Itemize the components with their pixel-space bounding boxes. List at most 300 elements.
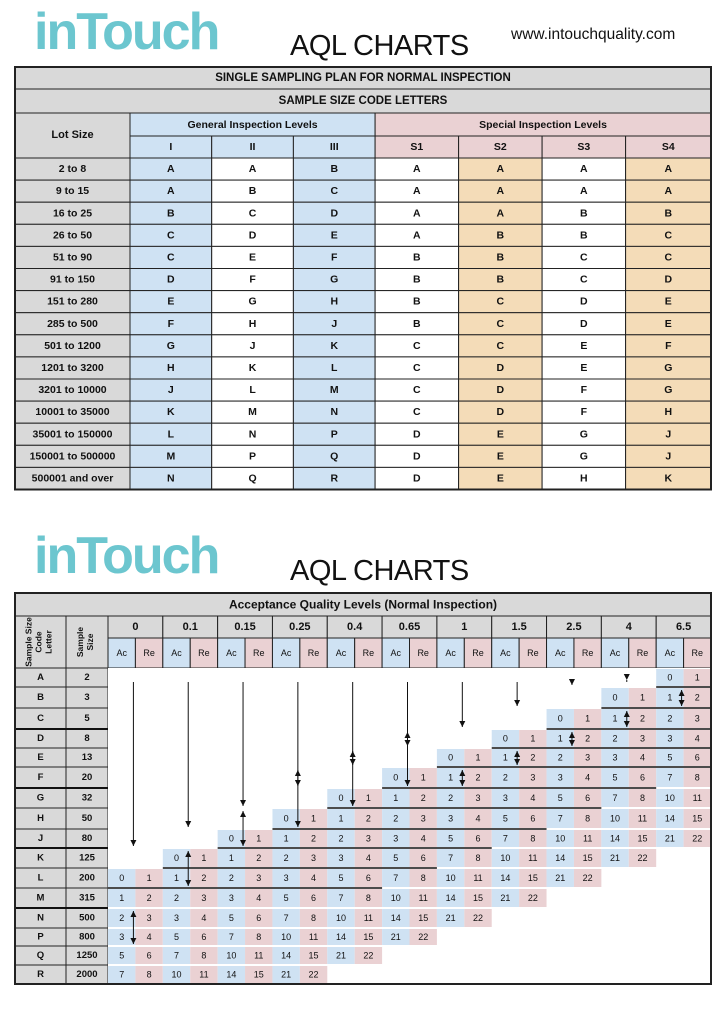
re-value: 2	[475, 772, 481, 783]
re-value: 1	[639, 692, 645, 703]
ac-value: 7	[338, 893, 344, 903]
code-letter: E	[580, 361, 588, 374]
ac-value: 1	[338, 813, 344, 824]
ac-value: 1	[667, 692, 673, 703]
re-value: 2	[256, 853, 262, 863]
lot-size-label: 285 to 500	[47, 317, 98, 330]
ac-value: 5	[283, 893, 289, 903]
re-value: 22	[527, 893, 538, 903]
ac-value: 5	[667, 752, 673, 763]
ac-value: 10	[610, 813, 621, 824]
code-letter: G	[664, 384, 673, 397]
ac-value: 14	[335, 932, 346, 942]
ac-value: 0	[502, 733, 508, 744]
code-letter-K: K	[37, 852, 44, 864]
code-letter: G	[579, 428, 588, 441]
code-letter: G	[166, 339, 175, 352]
logo-text-lower: inTouch	[34, 527, 219, 585]
sample-size: 500	[79, 912, 95, 924]
re-value: 3	[311, 853, 317, 863]
code-letter: G	[248, 295, 257, 308]
code-letter: D	[580, 295, 588, 308]
re-value: 8	[475, 853, 481, 863]
lot-size-label: 51 to 90	[52, 251, 93, 264]
re-value: 6	[639, 772, 645, 783]
re-value: 1	[475, 752, 481, 763]
re-value: 15	[473, 893, 484, 903]
ac-value: 21	[664, 833, 675, 844]
sample-size: 20	[81, 772, 93, 783]
code-letter-header-line1: Sample Size	[23, 617, 34, 667]
ac-value: 3	[393, 833, 399, 844]
level-header-iii: III	[329, 141, 339, 153]
ac-value: 1	[612, 713, 618, 724]
ac-value: 10	[664, 793, 675, 803]
re-value: 11	[473, 873, 483, 883]
lot-size-label: 151 to 280	[47, 295, 98, 308]
ac-value: 10	[281, 932, 292, 942]
code-letter: Q	[330, 450, 339, 463]
re-value: 3	[585, 752, 591, 763]
re-value: 6	[475, 833, 481, 844]
ac-value: 7	[228, 932, 234, 942]
re-value: 4	[585, 772, 591, 783]
ac-value: 3	[228, 893, 234, 903]
code-letter: B	[167, 207, 175, 220]
code-letter-A: A	[37, 672, 44, 683]
ac-label: Ac	[335, 648, 347, 658]
re-value: 4	[475, 813, 481, 824]
ac-value: 14	[281, 950, 292, 961]
ac-value: 3	[667, 733, 673, 744]
code-letter: C	[167, 251, 175, 264]
code-letter-F: F	[37, 772, 44, 783]
code-letter: C	[580, 251, 588, 264]
sample-size: 200	[79, 872, 95, 884]
code-letter: J	[665, 428, 672, 441]
re-label: Re	[143, 648, 155, 658]
code-letter-B: B	[37, 692, 44, 703]
ac-value: 2	[174, 893, 180, 903]
ac-value: 5	[448, 833, 454, 844]
aql-level-6.5: 6.5	[675, 621, 692, 633]
general-header: General Inspection Levels	[187, 119, 318, 131]
re-value: 11	[637, 813, 648, 824]
lot-size-label: 500001 and over	[31, 472, 114, 485]
aql-level-0.15: 0.15	[234, 621, 256, 633]
code-letter: F	[167, 317, 175, 330]
code-letter: P	[249, 450, 257, 463]
ac-value: 10	[445, 873, 456, 883]
ac-value: 0	[612, 692, 618, 703]
sample-size: 13	[81, 752, 93, 763]
ac-value: 7	[174, 950, 180, 961]
code-letter: G	[579, 450, 588, 463]
ac-value: 5	[557, 793, 563, 803]
sample-size: 2000	[76, 969, 98, 980]
ac-value: 3	[119, 932, 125, 942]
code-letter: C	[413, 339, 421, 352]
code-letter: H	[580, 472, 588, 485]
code-letter: H	[664, 406, 673, 419]
subtitle: SAMPLE SIZE CODE LETTERS	[278, 95, 448, 107]
ac-value: 5	[393, 853, 399, 863]
re-value: 15	[308, 950, 319, 961]
ac-value: 2	[448, 793, 454, 803]
code-letter: H	[330, 295, 339, 308]
lot-size-label: 9 to 15	[55, 185, 90, 198]
re-value: 15	[582, 853, 593, 863]
code-letter-header-line2: Code	[33, 631, 44, 653]
re-value: 2	[585, 733, 591, 744]
code-letter: F	[580, 384, 588, 397]
code-letter: D	[248, 229, 257, 242]
code-letter-D: D	[37, 733, 44, 744]
ac-value: 10	[390, 893, 401, 903]
aql-level-1: 1	[461, 621, 468, 633]
ac-value: 0	[557, 713, 563, 724]
code-letter: F	[331, 251, 338, 264]
re-value: 2	[311, 833, 317, 844]
ac-value: 10	[335, 913, 346, 923]
sample-size: 8	[84, 733, 90, 744]
lot-size-label: 2 to 8	[58, 163, 87, 176]
code-letter-L: L	[37, 872, 44, 884]
aql-level-0.1: 0.1	[182, 621, 198, 633]
code-letter: C	[413, 384, 421, 397]
ac-value: 21	[610, 853, 621, 863]
code-letter: D	[496, 384, 505, 397]
re-value: 2	[530, 752, 536, 763]
code-letter: L	[249, 384, 256, 397]
code-letter: A	[413, 185, 421, 198]
re-value: 22	[637, 853, 648, 863]
level-header-i: I	[169, 141, 173, 153]
code-letter: C	[664, 229, 673, 242]
re-value: 8	[420, 873, 426, 883]
ac-value: 21	[500, 893, 511, 903]
code-letter: B	[580, 207, 588, 220]
code-letter-E: E	[37, 752, 44, 763]
ac-value: 21	[281, 969, 292, 980]
re-label: Re	[307, 648, 320, 658]
lot-size-header: Lot Size	[51, 129, 94, 141]
ac-label: Ac	[226, 648, 237, 658]
re-value: 6	[530, 813, 536, 824]
logo-text: inTouch	[34, 3, 219, 61]
code-letter: E	[249, 251, 257, 264]
ac-value: 0	[228, 833, 234, 844]
code-letter: M	[248, 406, 257, 419]
sample-size: 80	[81, 833, 93, 844]
ac-value: 21	[555, 873, 566, 883]
code-letter: E	[496, 450, 504, 463]
ac-value: 14	[664, 813, 675, 824]
special-header: Special Inspection Levels	[479, 119, 607, 131]
ac-value: 1	[393, 793, 399, 803]
code-letter: B	[413, 317, 421, 330]
re-label: Re	[362, 648, 375, 658]
re-value: 22	[418, 932, 429, 942]
re-value: 3	[420, 813, 426, 824]
ac-value: 3	[174, 913, 180, 923]
ac-value: 14	[610, 833, 621, 844]
code-letter: B	[664, 207, 673, 220]
ac-value: 3	[612, 752, 618, 763]
ac-value: 2	[612, 733, 618, 744]
level-header-s1: S1	[410, 141, 424, 153]
ac-label: Ac	[500, 648, 511, 658]
ac-value: 5	[612, 772, 618, 783]
re-value: 3	[639, 733, 645, 744]
re-value: 15	[363, 932, 374, 942]
code-letter: G	[330, 273, 339, 286]
code-letter-C: C	[37, 713, 44, 724]
ac-value: 3	[448, 813, 454, 824]
ac-value: 1	[174, 873, 180, 883]
re-value: 8	[201, 950, 207, 961]
ac-value: 2	[119, 913, 125, 923]
lot-size-label: 501 to 1200	[44, 339, 101, 352]
re-value: 3	[475, 793, 481, 803]
re-value: 22	[308, 969, 319, 980]
ac-value: 7	[119, 969, 125, 980]
re-value: 1	[694, 672, 700, 683]
plan-title: SINGLE SAMPLING PLAN FOR NORMAL INSPECTION	[215, 72, 511, 84]
re-value: 11	[363, 913, 374, 923]
re-value: 1	[585, 713, 591, 724]
re-value: 2	[694, 692, 700, 703]
re-value: 2	[201, 873, 207, 883]
code-letter: L	[331, 361, 338, 374]
code-letter: A	[580, 163, 588, 176]
ac-label: Ac	[390, 648, 402, 658]
code-letter: E	[664, 317, 672, 330]
code-letter: J	[331, 317, 338, 330]
re-value: 8	[639, 793, 645, 803]
code-letter: B	[248, 185, 257, 198]
code-letter: D	[496, 361, 505, 374]
re-value: 11	[582, 833, 593, 844]
ac-value: 5	[228, 913, 234, 923]
ac-value: 7	[502, 833, 508, 844]
re-value: 3	[365, 833, 371, 844]
code-letter: B	[413, 251, 421, 264]
re-label: Re	[252, 648, 265, 658]
re-value: 1	[201, 853, 207, 863]
level-header-s3: S3	[577, 141, 591, 153]
code-letter: F	[665, 339, 672, 352]
re-value: 3	[256, 873, 262, 883]
re-value: 6	[420, 853, 426, 863]
ac-value: 14	[226, 969, 237, 980]
re-value: 4	[365, 853, 371, 863]
ac-label: Ac	[171, 648, 182, 658]
re-value: 4	[530, 793, 536, 803]
ac-value: 2	[338, 833, 344, 844]
re-value: 4	[256, 893, 262, 903]
ac-label: Ac	[280, 648, 292, 658]
re-value: 8	[694, 772, 700, 783]
sample-size: 2	[84, 672, 90, 683]
code-letter: B	[496, 251, 505, 264]
ac-value: 0	[667, 672, 673, 683]
ac-value: 2	[393, 813, 399, 824]
re-value: 15	[418, 913, 429, 923]
code-letter: C	[167, 229, 175, 242]
re-label: Re	[198, 648, 210, 658]
sample-size: 50	[81, 813, 93, 824]
re-value: 1	[365, 793, 371, 803]
ac-value: 1	[283, 833, 289, 844]
sample-size-header-line1: Sample	[75, 626, 85, 658]
ac-label: Ac	[609, 648, 621, 658]
aql-level-2.5: 2.5	[566, 621, 582, 633]
ac-value: 3	[283, 873, 289, 883]
re-value: 11	[692, 793, 702, 803]
ac-value: 21	[445, 913, 456, 923]
ac-value: 0	[174, 853, 180, 863]
code-letter: A	[664, 163, 673, 176]
aql-level-4: 4	[625, 621, 632, 633]
re-value: 4	[146, 932, 152, 942]
ac-value: 14	[445, 893, 456, 903]
code-letter: C	[413, 406, 421, 419]
aql-heading: Acceptance Quality Levels (Normal Inspection)	[228, 597, 498, 612]
ac-value: 21	[335, 950, 346, 961]
code-letter: A	[167, 185, 175, 198]
re-label: Re	[472, 648, 484, 658]
code-letter-G: G	[36, 792, 45, 804]
website-url[interactable]: www.intouchquality.com	[511, 26, 676, 43]
aql-level-0: 0	[132, 621, 139, 633]
ac-value: 2	[557, 752, 563, 763]
level-header-s4: S4	[661, 141, 675, 153]
sample-size: 1250	[76, 950, 98, 961]
re-value: 8	[530, 833, 536, 844]
code-letter: K	[167, 406, 175, 419]
code-letter-Q: Q	[36, 950, 45, 961]
re-value: 1	[530, 733, 536, 744]
code-letter: D	[330, 207, 339, 220]
re-value: 8	[146, 969, 152, 980]
ac-value: 10	[500, 853, 511, 863]
ac-value: 14	[500, 873, 511, 883]
ac-value: 7	[667, 772, 673, 783]
aql-level-0.65: 0.65	[398, 621, 421, 633]
ac-value: 7	[448, 853, 454, 863]
code-letter: C	[330, 185, 339, 198]
re-value: 4	[694, 733, 700, 744]
ac-value: 14	[390, 913, 401, 923]
code-letter: A	[496, 163, 505, 176]
ac-value: 0	[338, 793, 344, 803]
lot-size-label: 150001 to 500000	[29, 450, 116, 463]
ac-value: 1	[557, 733, 563, 744]
re-label: Re	[636, 648, 649, 658]
re-value: 8	[585, 813, 591, 824]
code-letter: C	[664, 251, 673, 264]
code-letter: K	[248, 361, 257, 374]
code-letter: E	[580, 339, 588, 352]
code-letter: A	[167, 163, 175, 176]
ac-value: 5	[174, 932, 180, 942]
re-value: 15	[527, 873, 538, 883]
re-value: 2	[146, 893, 152, 903]
code-letter: D	[580, 317, 588, 330]
code-letter: A	[580, 185, 588, 198]
ac-value: 7	[612, 793, 618, 803]
code-letter: K	[330, 339, 339, 352]
code-letter: P	[330, 428, 338, 441]
re-value: 15	[692, 813, 703, 824]
ac-label: Ac	[664, 648, 676, 658]
ac-value: 2	[502, 772, 508, 783]
ac-value: 7	[393, 873, 399, 883]
re-label: Re	[581, 648, 594, 658]
re-value: 1	[256, 833, 262, 844]
lot-size-label: 91 to 150	[50, 273, 95, 286]
ac-value: 7	[557, 813, 563, 824]
sample-size: 3	[84, 692, 90, 703]
re-value: 8	[365, 893, 371, 903]
ac-value: 0	[448, 752, 454, 763]
code-letter: N	[167, 472, 175, 485]
code-letter: D	[413, 450, 421, 463]
re-value: 1	[311, 813, 317, 824]
re-value: 22	[692, 833, 703, 844]
code-letter: R	[330, 472, 339, 485]
code-letter: A	[496, 185, 505, 198]
code-letter-H: H	[37, 813, 44, 824]
level-header-ii: II	[249, 141, 256, 153]
code-letter: F	[249, 273, 256, 286]
re-value: 4	[639, 752, 645, 763]
re-value: 1	[146, 873, 152, 883]
ac-value: 1	[448, 772, 454, 783]
code-letter: A	[413, 207, 421, 220]
ac-value: 1	[502, 752, 508, 763]
code-letter: D	[496, 406, 505, 419]
code-letter: C	[496, 295, 505, 308]
ac-label: Ac	[554, 648, 566, 658]
code-letter: K	[664, 472, 673, 485]
code-letter: D	[664, 273, 673, 286]
re-value: 6	[365, 873, 371, 883]
code-letter: B	[496, 273, 505, 286]
code-letter: A	[496, 207, 505, 220]
code-letter: H	[248, 317, 257, 330]
ac-value: 2	[667, 713, 673, 724]
code-letter: E	[496, 428, 504, 441]
ac-value: 3	[338, 853, 344, 863]
re-value: 8	[256, 932, 262, 942]
code-letter: Q	[248, 472, 257, 485]
code-letter-R: R	[37, 969, 44, 980]
code-letter: A	[413, 163, 421, 176]
code-letter: D	[413, 472, 421, 485]
code-letter: B	[496, 229, 505, 242]
code-letter: E	[167, 295, 175, 308]
re-value: 11	[254, 950, 264, 961]
code-letter-N: N	[37, 912, 44, 924]
ac-label: Ac	[445, 648, 456, 658]
code-letter: A	[413, 229, 421, 242]
re-value: 2	[639, 713, 645, 724]
ac-value: 10	[226, 950, 237, 961]
re-value: 22	[363, 950, 374, 961]
re-label: Re	[691, 648, 704, 658]
